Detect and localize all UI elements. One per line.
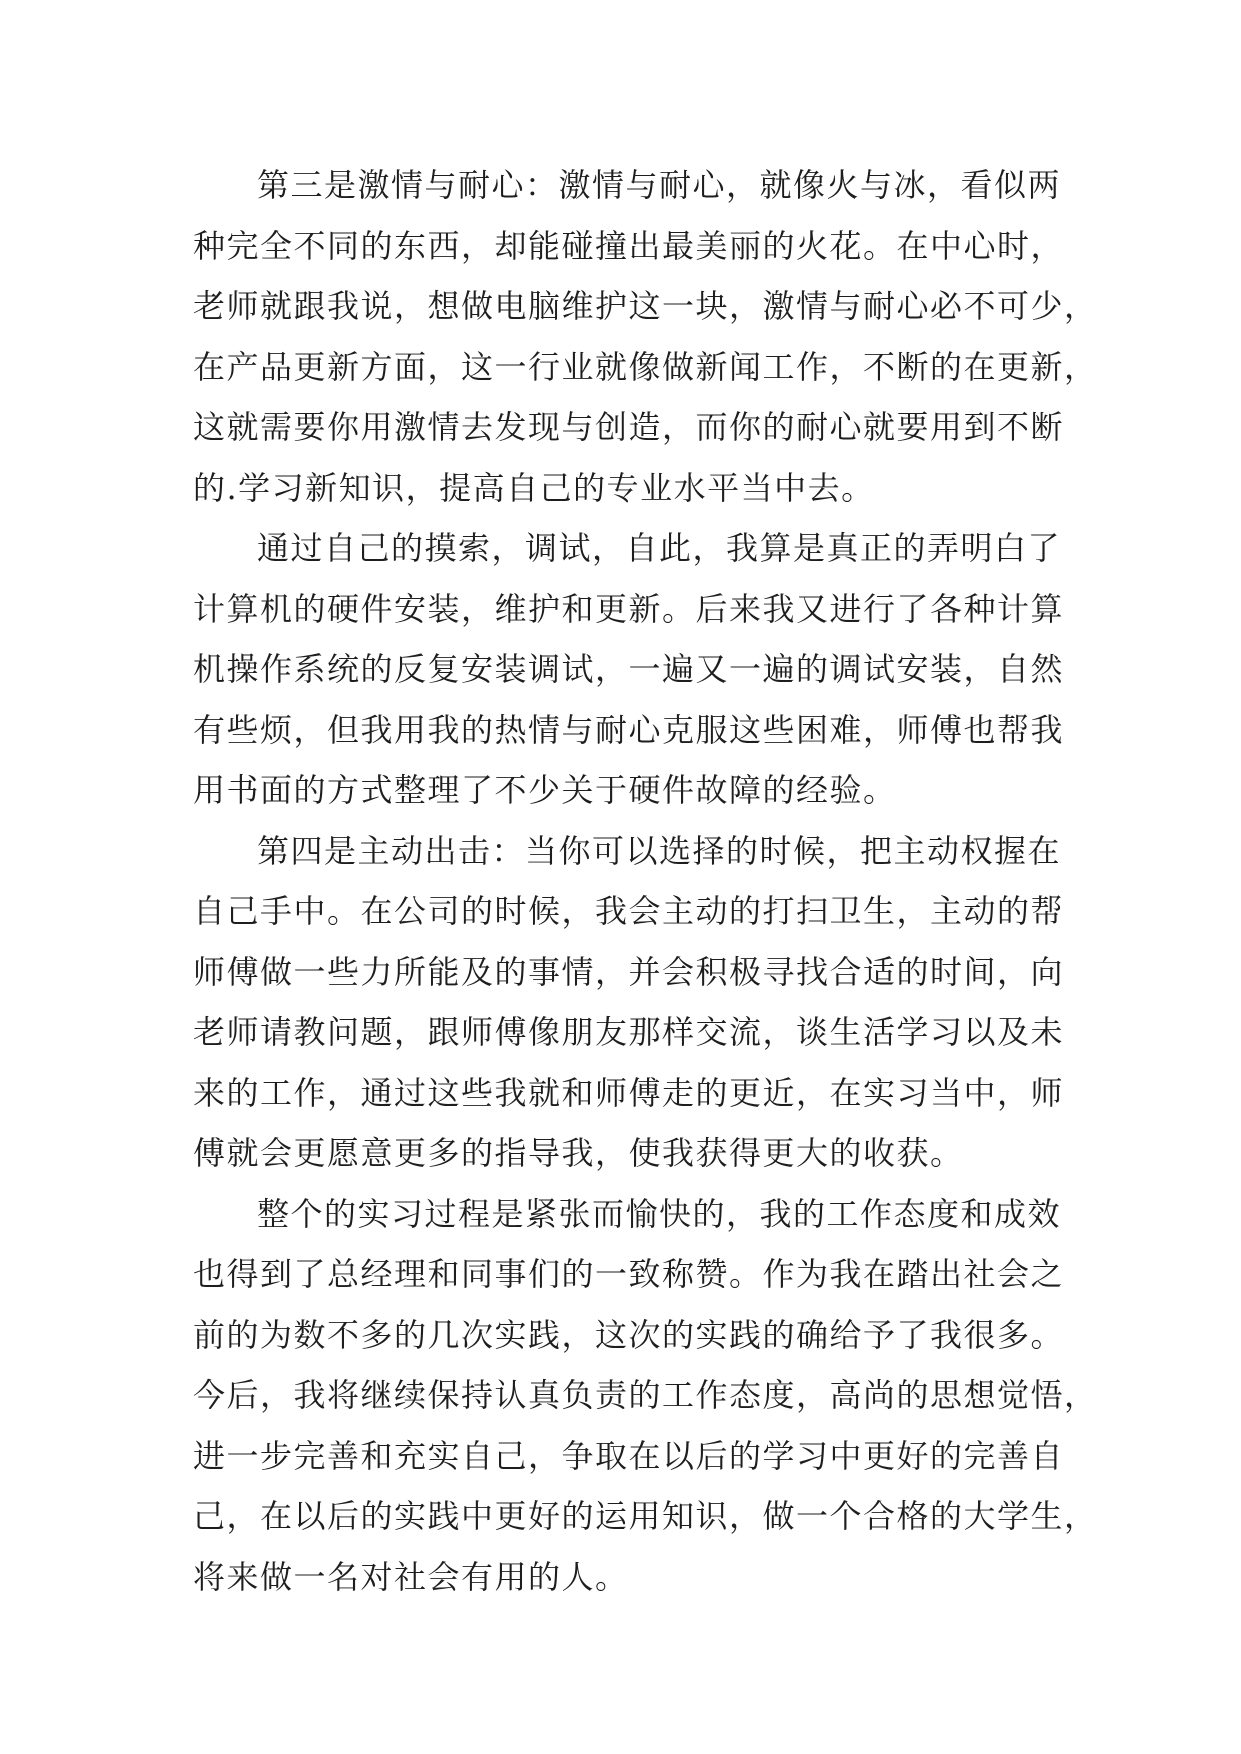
text-line: 用书面的方式整理了不少关于硬件故障的经验。	[193, 771, 897, 809]
paragraph-conclusion	[193, 1184, 1098, 1608]
text-line: 第三是激情与耐心：激情与耐心，就像火与冰，看似两	[257, 166, 1062, 204]
text-line: 这就需要你用激情去发现与创造，而你的耐心就要用到不断	[193, 408, 1065, 446]
text-line: 计算机的硬件安装，维护和更新。后来我又进行了各种计算	[193, 589, 1065, 628]
paragraph-passion-patience	[193, 155, 1098, 518]
text-line: 师傅做一些力所能及的事情，并会积极寻找合适的时间，向	[193, 952, 1065, 991]
text-line: 来的工作，通过这些我就和师傅走的更近，在实习当中，师	[193, 1073, 1065, 1112]
text-line: 也得到了总经理和同事们的一致称赞。作为我在踏出社会之	[193, 1255, 1065, 1293]
text-line: 的.学习新知识，提高自己的专业水平当中去。	[193, 468, 875, 507]
text-line: 机操作系统的反复安装调试，一遍又一遍的调试安装，自然	[193, 650, 1065, 688]
paragraph-take-initiative	[193, 821, 1065, 1184]
text-line: 将来做一名对社会有用的人。	[193, 1557, 629, 1596]
text-line: 前的为数不多的几次实践，这次的实践的确给予了我很多。	[193, 1315, 1065, 1354]
text-line: 己，在以后的实践中更好的运用知识，做一个合格的大学生，	[193, 1497, 1098, 1535]
text-line: 老师就跟我说，想做电脑维护这一块，激情与耐心必不可少，	[193, 287, 1098, 325]
text-line: 进一步完善和充实自己，争取在以后的学习中更好的完善自	[193, 1436, 1065, 1475]
paragraph-exploration	[193, 518, 1065, 821]
text-line: 今后，我将继续保持认真负责的工作态度，高尚的思想觉悟，	[193, 1376, 1098, 1414]
text-line: 整个的实习过程是紧张而愉快的，我的工作态度和成效	[257, 1194, 1062, 1233]
document-body	[193, 155, 1098, 1607]
text-line: 通过自己的摸索，调试，自此，我算是真正的弄明白了	[257, 529, 1062, 567]
text-line: 在产品更新方面，这一行业就像做新闻工作，不断的在更新，	[193, 347, 1098, 386]
text-line: 傅就会更愿意更多的指导我，使我获得更大的收获。	[193, 1134, 964, 1172]
text-line: 自己手中。在公司的时候，我会主动的打扫卫生，主动的帮	[193, 892, 1065, 930]
text-line: 有些烦，但我用我的热情与耐心克服这些困难，师傅也帮我	[193, 710, 1065, 749]
text-line: 第四是主动出击：当你可以选择的时候，把主动权握在	[257, 831, 1062, 870]
text-line: 老师请教问题，跟师傅像朋友那样交流，谈生活学习以及未	[193, 1013, 1065, 1051]
text-line: 种完全不同的东西，却能碰撞出最美丽的火花。在中心时，	[193, 226, 1065, 265]
